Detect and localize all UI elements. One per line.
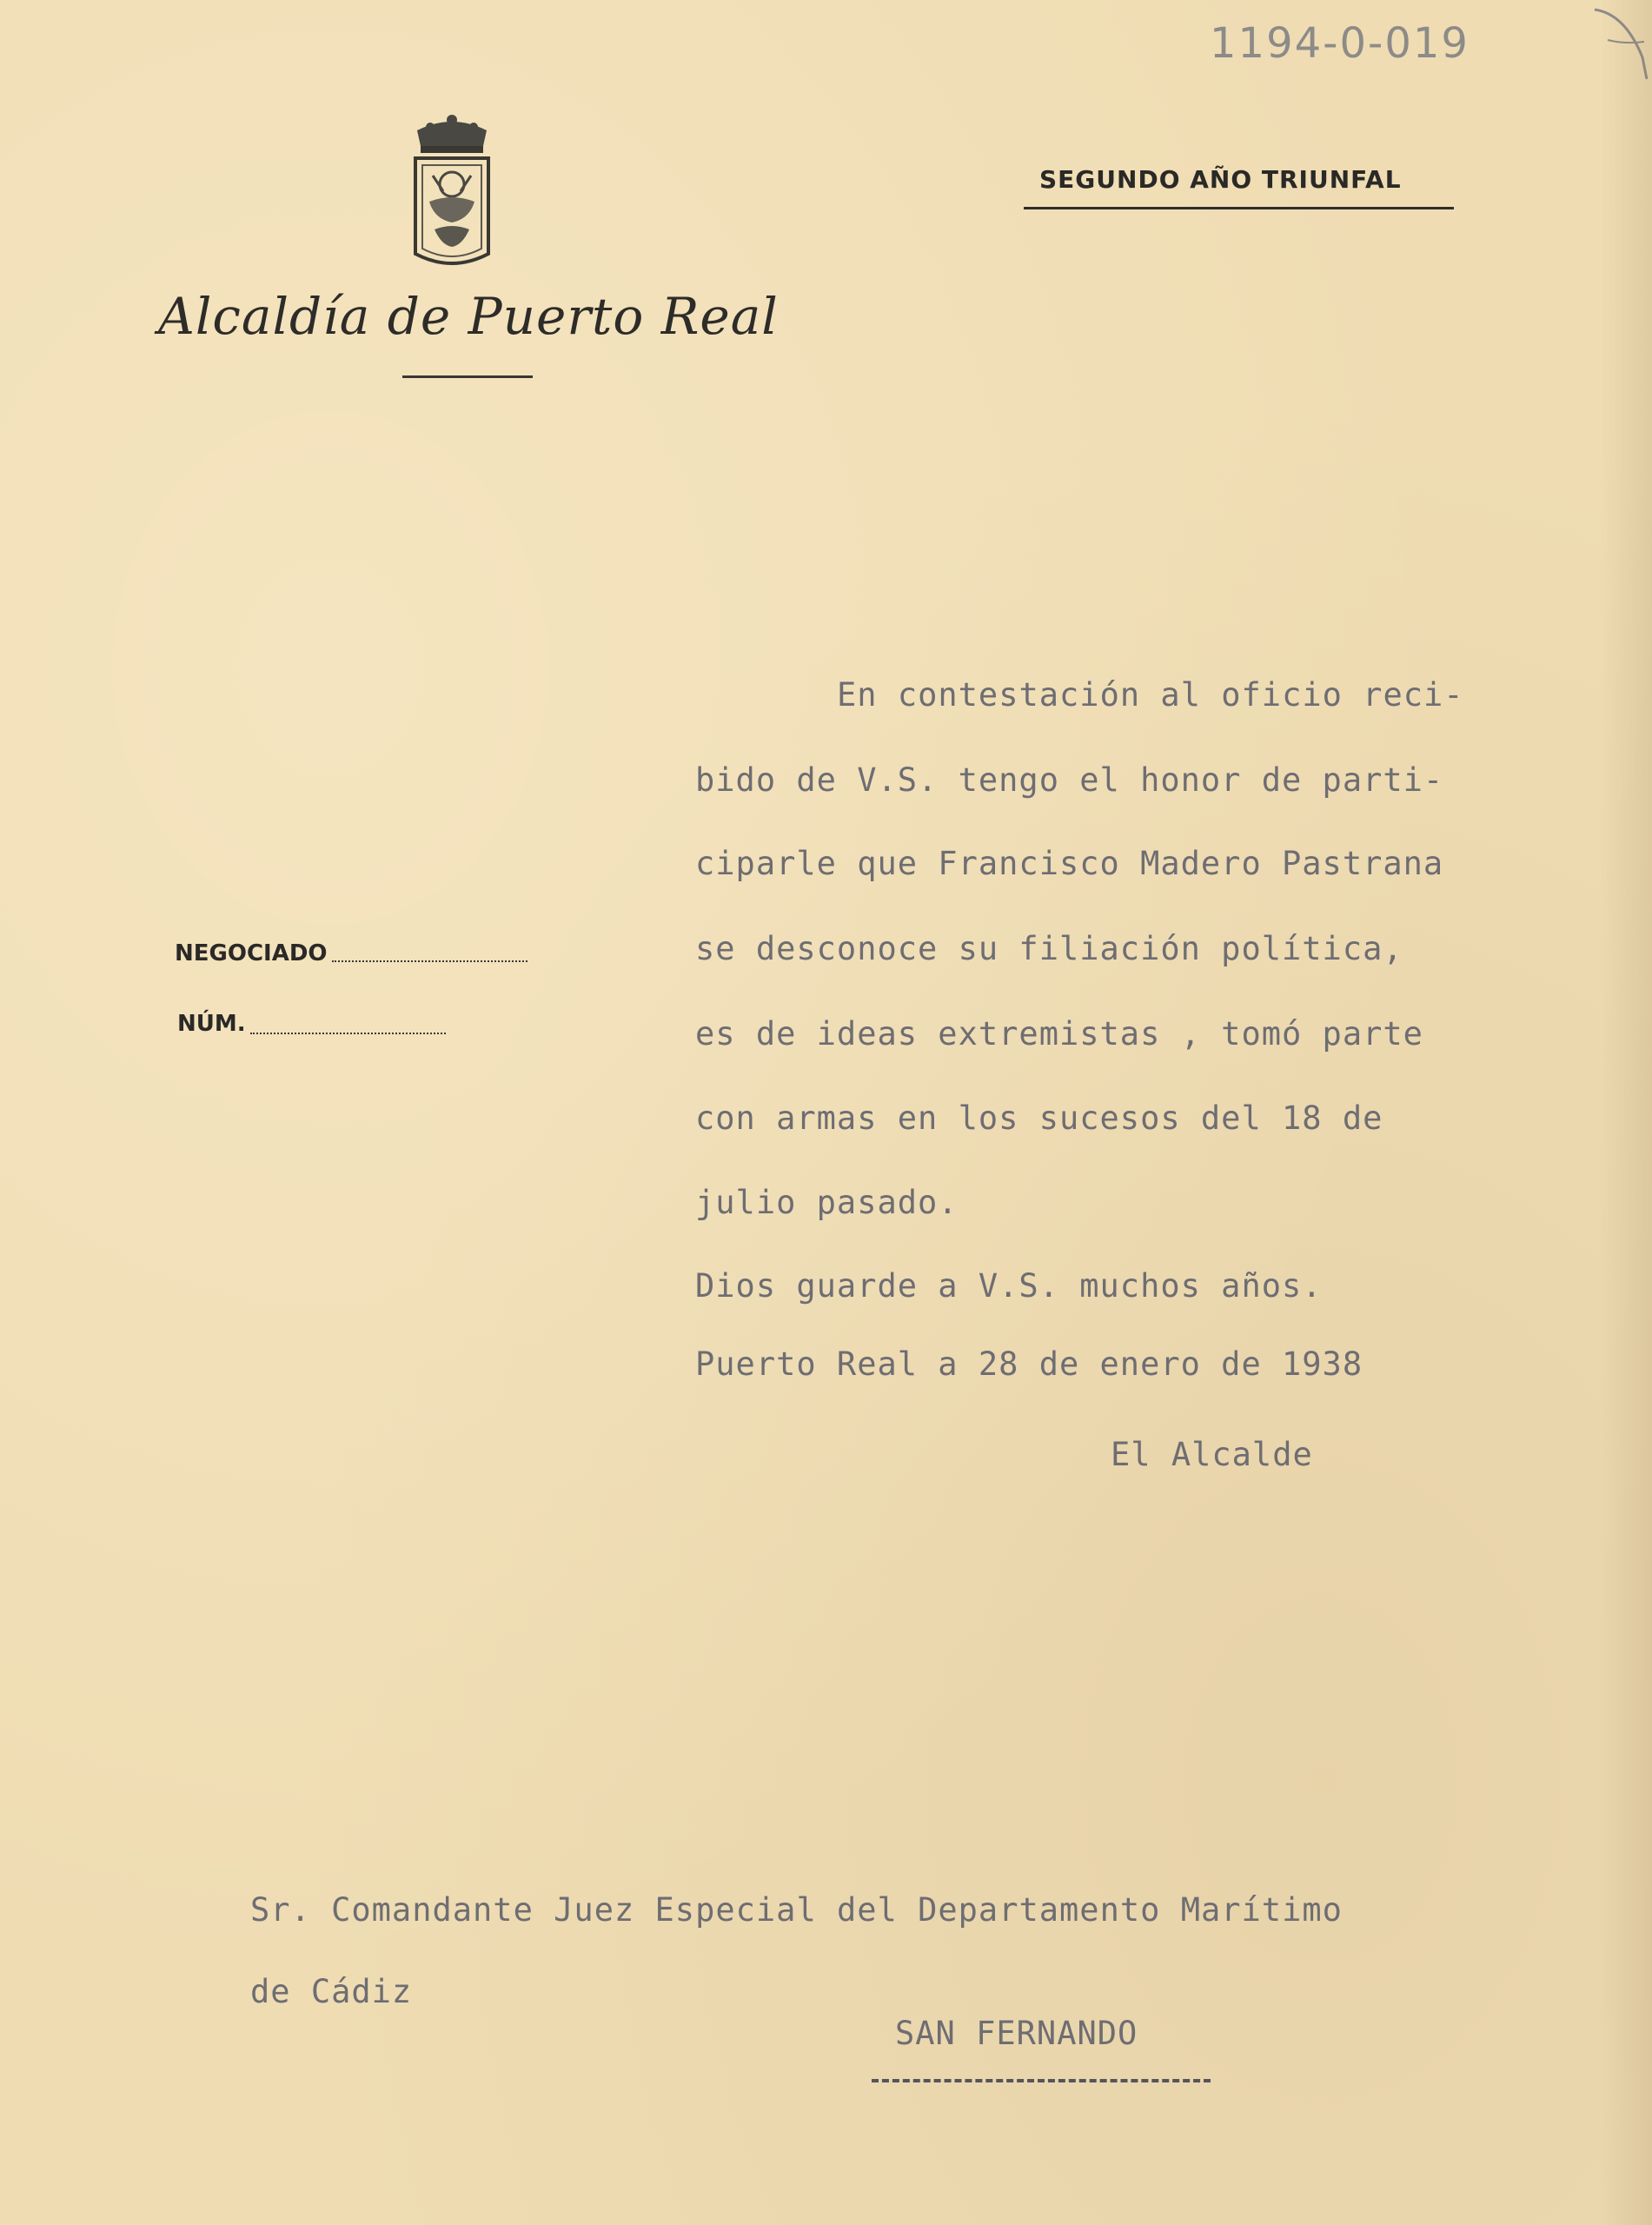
- year-motto-rule: [1024, 207, 1454, 209]
- addressee-line: de Cádiz: [250, 1973, 413, 2010]
- closing-line: Dios guarde a V.S. muchos años.: [695, 1267, 1323, 1305]
- corner-pencil-mark: [1590, 5, 1651, 83]
- body-line: En contestación al oficio reci-: [837, 676, 1464, 714]
- negociado-field: [332, 960, 527, 962]
- body-line: se desconoce su filiación política,: [695, 930, 1403, 967]
- date-line: Puerto Real a 28 de enero de 1938: [695, 1345, 1363, 1383]
- addressee-city: SAN FERNANDO: [895, 2015, 1138, 2052]
- negociado-label: NEGOCIADO: [175, 940, 328, 966]
- body-line: bido de V.S. tengo el honor de parti-: [695, 761, 1444, 799]
- archive-code: 1194-0-019: [1210, 19, 1470, 68]
- signature: El Alcalde: [1111, 1436, 1313, 1473]
- letterhead-title: Alcaldía de Puerto Real: [158, 287, 779, 346]
- coat-of-arms-icon: [408, 115, 495, 271]
- year-motto: SEGUNDO AÑO TRIUNFAL: [1039, 165, 1402, 194]
- body-line: ciparle que Francisco Madero Pastrana: [695, 845, 1444, 882]
- addressee-line: Sr. Comandante Juez Especial del Departamento Marítimo: [250, 1891, 1343, 1929]
- body-line: es de ideas extremistas , tomó parte: [695, 1015, 1423, 1053]
- num-label: NÚM.: [177, 1011, 246, 1037]
- body-line: julio pasado.: [695, 1184, 959, 1221]
- body-line: con armas en los sucesos del 18 de: [695, 1099, 1383, 1137]
- letterhead-rule: [402, 375, 533, 378]
- city-underline: [872, 2079, 1211, 2082]
- num-field: [250, 1033, 446, 1034]
